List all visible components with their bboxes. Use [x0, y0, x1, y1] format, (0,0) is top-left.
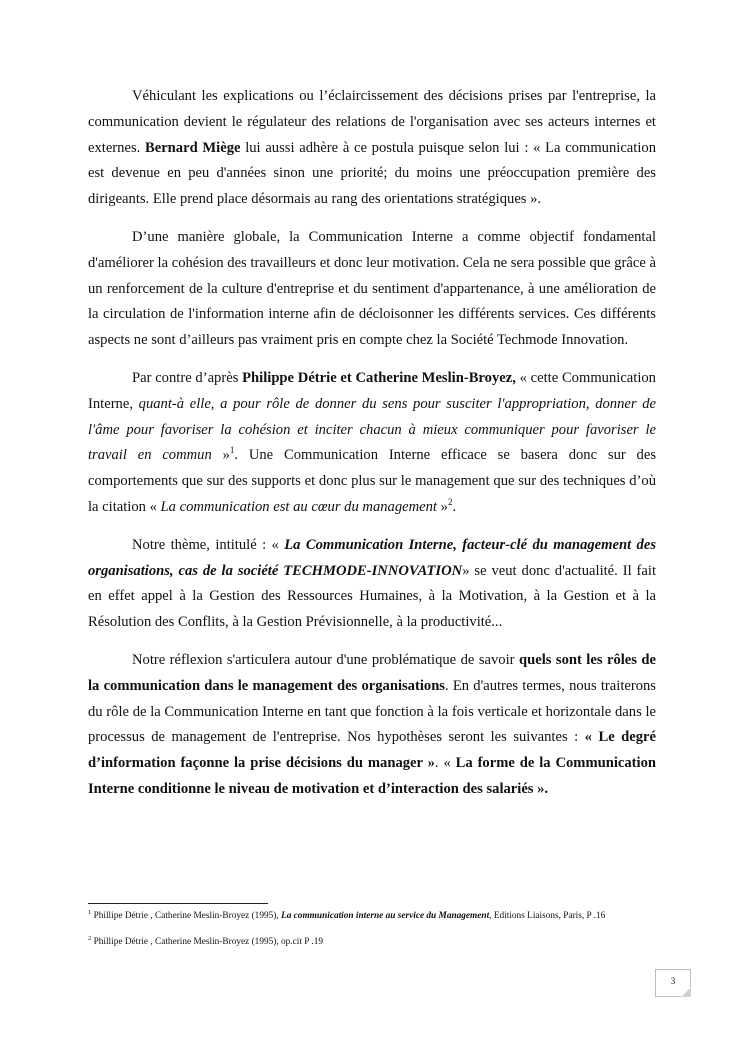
paragraph-text: Notre réflexion s'articulera autour d'une problématique de savoir: [132, 651, 519, 668]
paragraph-text: .: [452, 498, 457, 515]
paragraph-text: »: [211, 447, 230, 464]
paragraph-text: Par contre d’après: [132, 369, 243, 386]
paragraph-text: Notre thème, intitulé : «: [132, 536, 285, 553]
paragraph-text: . En d'autres termes, nous traiterons du rôle de la Communication Interne en tant que fonction à la fois verticale et horizontale dans le processus de management de l'entreprise. Nos hypothèses seront les suivantes :: [88, 677, 656, 746]
book-title: La communication interne au service du Management: [281, 911, 490, 921]
footnote-text: , Editions Liaisons, Paris, P .16: [489, 911, 606, 921]
hypothesis-1: « Le degré d’information façonne la prise décisions du manager »: [88, 729, 656, 772]
footnote-1: [88, 910, 688, 922]
paragraph-text: . Une Communication Interne efficace se basera donc sur des comportements que sur des supports et donc plus sur le management que sur des techniques d’où la citation «: [88, 447, 656, 515]
hypothesis-2: La forme de la Communication Interne conditionne le niveau de motivation et d’interaction des salariés ».: [88, 755, 656, 797]
paragraph-text: D’une manière globale, la Communication Interne a comme objectif fondamental d'améliorer la cohésion des travailleurs et donc leur motivation. Cela ne sera possible que grâce à un renforcement de la culture d'entreprise et du sentiment d'appartenance, à une amélioration de la circulation de l'information interne afin de décloisonner les différents services. Ces différents aspects ne sont d’ailleurs pas vraiment pris en compte chez la Société Techmode Innovation.: [88, 228, 656, 349]
footnote-text: Phillipe Détrie , Catherine Meslin-Broyez (1995), op.cit P .19: [91, 937, 324, 947]
paragraph-text: lui aussi adhère à ce postula puisque selon lui : « La communication est devenue en peu d'années sinon une priorité; du moins une préoccupation première des dirigeants. Elle prend place désormais au rang des orientations stratégiques ».: [88, 139, 656, 208]
paragraph-5: [88, 648, 656, 803]
footnote-separator: [88, 903, 268, 904]
footnote-2: [88, 936, 688, 948]
paragraph-text: » se veut donc d'actualité. Il fait en effet appel à la Gestion des Ressources Humaines, à la Motivation, à la Gestion et à la Résolution des Conflits, à la Gestion Prévisionnelle, à la productivité...: [88, 562, 656, 631]
paragraph-text: . «: [434, 755, 456, 772]
footnote-number: 2: [88, 934, 92, 942]
thesis-title: La Communication Interne, facteur-clé du management des organisations, cas de la société TECHMODE-INNOVATION: [88, 536, 657, 579]
paragraph-3: [88, 366, 656, 521]
page-number: 3: [670, 976, 676, 986]
page-curl-icon: [681, 987, 691, 997]
paragraph-2: [88, 225, 656, 354]
page-number-box: [655, 969, 691, 997]
footnote-ref-1[interactable]: 1: [229, 445, 235, 456]
author-names: Philippe Détrie et Catherine Meslin-Broyez,: [242, 369, 516, 386]
author-name: Bernard Miège: [144, 139, 241, 156]
paragraph-text: »: [437, 498, 448, 515]
footnote-number: 1: [88, 908, 92, 916]
footnote-ref-2[interactable]: 2: [447, 497, 453, 508]
paragraph-text: Véhiculant les explications ou l’éclaircissement des décisions prises par l'entreprise, la communication devient le régulateur des relations de l'organisation avec ses acteurs internes et externes.: [88, 88, 656, 156]
paragraph-4: [88, 533, 656, 636]
quotation: La communication est au cœur du management: [160, 498, 437, 515]
quotation: quant-à elle, a pour rôle de donner du sens pour susciter l'appropriation, donner de l'âme pour favoriser la cohésion et inciter chacun à mieux communiquer pour favoriser le travail en commun: [88, 395, 657, 464]
paragraph-text: « cette Communication Interne,: [88, 369, 656, 412]
document-body: [88, 84, 656, 815]
paragraph-1: [88, 84, 656, 213]
footnote-text: Phillipe Détrie , Catherine Meslin-Broyez (1995),: [91, 911, 282, 921]
research-question: quels sont les rôles de la communication dans le management des organisations: [88, 651, 657, 694]
